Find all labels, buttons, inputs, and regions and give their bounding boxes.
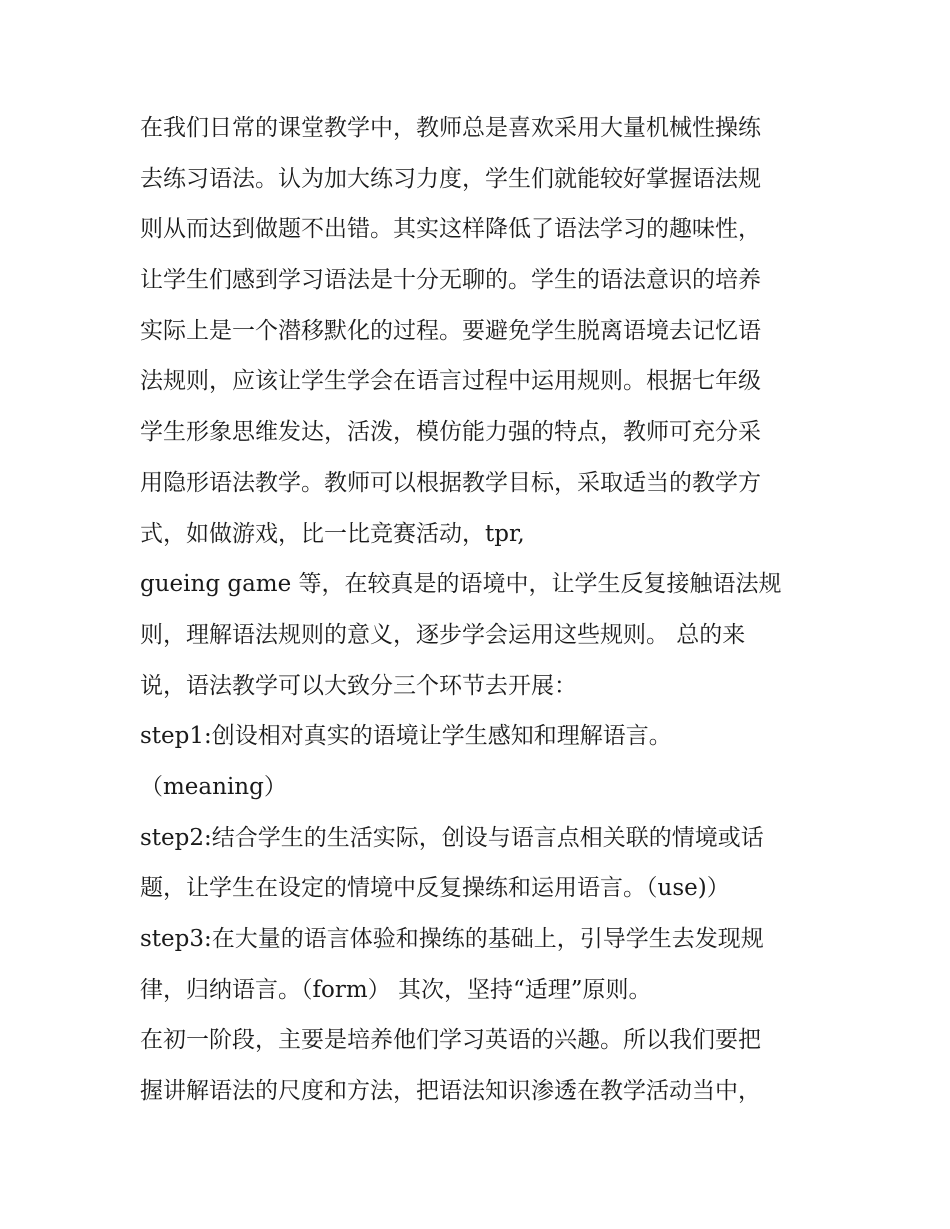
text-line: 去练习语法。认为加大练习力度，学生们就能较好掌握语法规	[140, 165, 761, 192]
step-3-form: 律，归纳语言。（form） 其次，坚持“适理”原则。	[140, 976, 652, 1003]
text-line: 学生形象思维发达，活泼，模仿能力强的特点，教师可充分采	[140, 419, 761, 446]
document-page	[140, 103, 820, 1117]
text-line: 式，如做游戏，比一比竞赛活动，tpr,	[140, 520, 525, 547]
text-line: 在我们日常的课堂教学中，教师总是喜欢采用大量机械性操练	[140, 115, 761, 141]
text-line: 则，理解语法规则的意义，逐步学会运用这些规则。 总的来	[140, 621, 746, 648]
text-line: 说，语法教学可以大致分三个环节去开展：	[140, 672, 577, 699]
text-line: gueing game 等，在较真是的语境中，让学生反复接触语法规	[140, 571, 782, 598]
text-line: 则从而达到做题不出错。其实这样降低了语法学习的趣味性，	[140, 216, 761, 243]
step-1-meaning: （meaning）	[140, 773, 287, 800]
text-line: 法规则，应该让学生学会在语言过程中运用规则。根据七年级	[140, 368, 761, 395]
text-line: 用隐形语法教学。教师可以根据教学目标，采取适当的教学方	[140, 469, 761, 496]
step-3-line: step3:在大量的语言体验和操练的基础上，引导学生去发现规	[140, 926, 764, 952]
step-1-line: step1:创设相对真实的语境让学生感知和理解语言。	[140, 723, 672, 750]
text-line: 握讲解语法的尺度和方法，把语法知识渗透在教学活动当中，	[140, 1078, 761, 1105]
text-line: 在初一阶段，主要是培养他们学习英语的兴趣。所以我们要把	[140, 1027, 761, 1054]
step-2-use: 题，让学生在设定的情境中反复操练和运用语言。（use)）	[140, 875, 730, 902]
step-2-line: step2:结合学生的生活实际，创设与语言点相关联的情境或话	[140, 824, 764, 851]
text-line: 实际上是一个潜移默化的过程。要避免学生脱离语境去记忆语	[140, 317, 761, 344]
text-line: 让学生们感到学习语法是十分无聊的。学生的语法意识的培养	[140, 267, 761, 294]
